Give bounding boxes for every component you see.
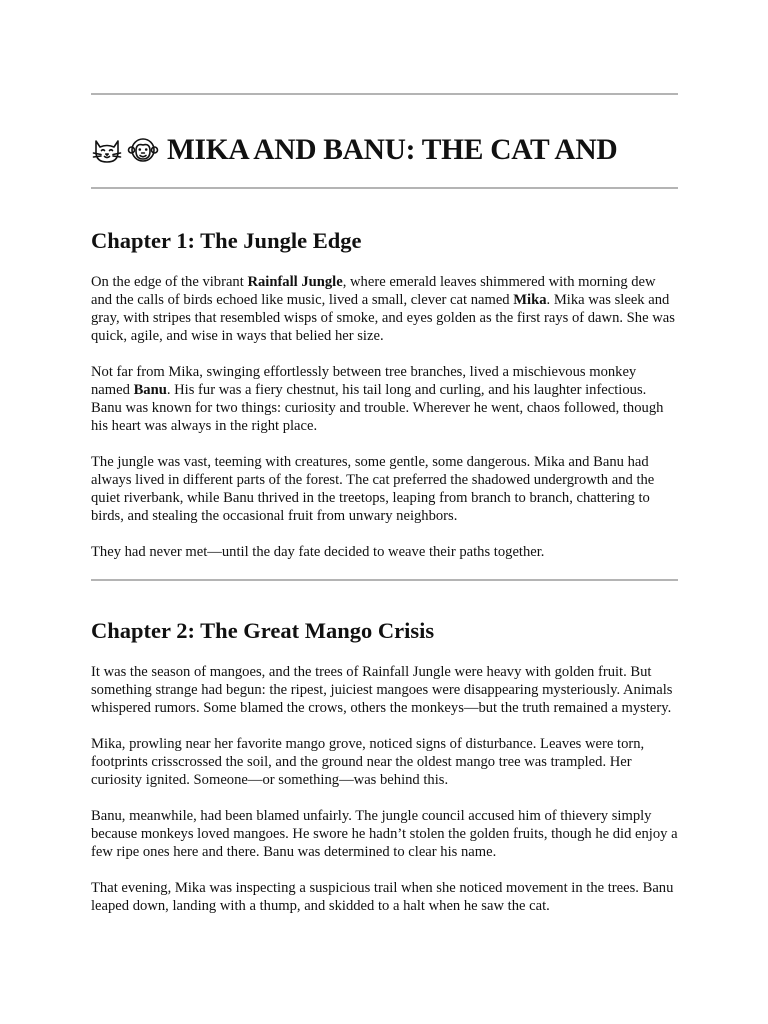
paragraph: That evening, Mika was inspecting a suspicious trail when she noticed movement in the trees. Banu leaped down, landing with a thump, and skidded to a halt when he saw the cat. xyxy=(91,880,674,914)
cat-face-icon xyxy=(91,134,123,166)
paragraph: On the edge of the vibrant Rainfall Jungle, where emerald leaves shimmered with morning dew and the calls of birds echoed like music, lived a small, clever cat named Mika. Mika was sleek and gray, with stripes that resembled wisps of smoke, and eyes golden as the first rays of dawn. She was quick, agile, and wise in ways that belied her size. xyxy=(91,274,675,344)
document-page xyxy=(91,93,678,915)
top-divider xyxy=(91,93,678,95)
bold-term: Rainfall Jungle xyxy=(247,274,343,290)
paragraph: The jungle was vast, teeming with creatures, some gentle, some dangerous. Mika and Banu had always lived in different parts of the forest. The cat preferred the shadowed undergrowth and the quiet riverbank, while Banu thrived in the treetops, leaping from branch to branch, chattering to birds, and stealing the occasional fruit from unwary neighbors. xyxy=(91,454,655,524)
monkey-face-icon xyxy=(127,134,159,166)
document-title xyxy=(91,133,678,167)
document-title-text: MIKA AND BANU: THE CAT AND xyxy=(167,134,618,166)
title-divider xyxy=(91,187,678,189)
chapter-heading: Chapter 1: The Jungle Edge xyxy=(91,228,362,253)
bold-term: Mika xyxy=(513,292,547,308)
paragraph: Not far from Mika, swinging effortlessly between tree branches, lived a mischievous monkey named Banu. His fur was a fiery chestnut, his tail long and curling, and his laughter infectious. Banu was known for two things: curiosity and trouble. Wherever he went, chaos followed, though his heart was always in the right place. xyxy=(91,364,664,434)
chapter-2 xyxy=(91,617,678,915)
chapter-1 xyxy=(91,227,678,561)
paragraph: It was the season of mangoes, and the trees of Rainfall Jungle were heavy with golden fruit. But something strange had begun: the ripest, juiciest mangoes were disappearing mysteriously. Animals whispered rumors. Some blamed the crows, others the monkeys—but the truth remained a mystery. xyxy=(91,664,673,716)
paragraph: Mika, prowling near her favorite mango grove, noticed signs of disturbance. Leaves were torn, footprints crisscrossed the soil, and the ground near the oldest mango tree was trampled. Her curiosity ignited. Someone—or something—was behind this. xyxy=(91,736,645,788)
paragraph: They had never met—until the day fate decided to weave their paths together. xyxy=(91,544,545,560)
chapter-heading: Chapter 2: The Great Mango Crisis xyxy=(91,618,435,643)
bold-term: Banu xyxy=(133,382,167,398)
paragraph: Banu, meanwhile, had been blamed unfairly. The jungle council accused him of thievery simply because monkeys loved mangoes. He swore he hadn’t stolen the golden fruits, though he did enjoy a few ripe ones here and there. Banu was determined to clear his name. xyxy=(91,808,678,860)
chapter-divider xyxy=(91,579,678,581)
